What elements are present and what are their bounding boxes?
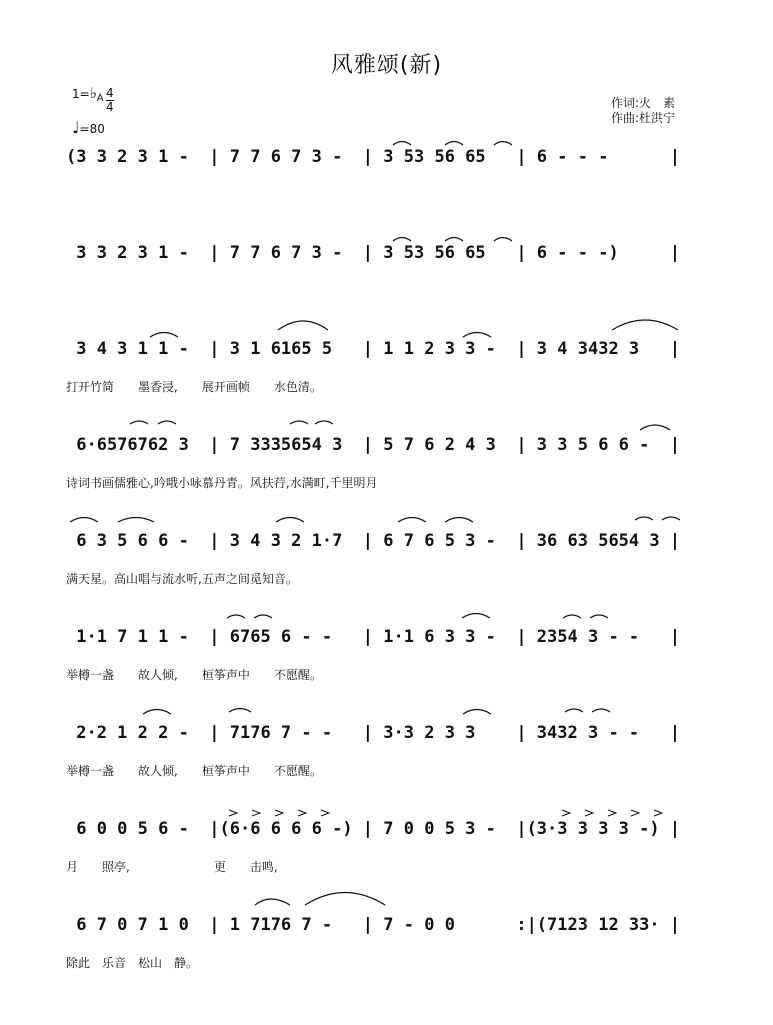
accent-mark <box>585 810 593 816</box>
slur <box>463 710 491 715</box>
slur <box>494 142 512 146</box>
slur <box>254 615 272 618</box>
slur <box>612 320 678 330</box>
accent-mark <box>298 810 306 816</box>
composer-credit: 作曲:杜洪宁 <box>611 111 676 125</box>
system-7-lyrics: 举樽一盏 故人倾, 桓筝声中 不愿醒。 <box>66 764 322 778</box>
slur <box>494 238 512 242</box>
system-2-notes: 3 3 2 3 1 - | 7 7 6 7 3 - | 3 53 56 65 | 6 - - -) | <box>66 243 681 263</box>
system-6-notes: 1·1 7 1 1 - | 6765 6 - - | 1·1 6 3 3 - | 2354 3 - - | <box>66 627 681 647</box>
tempo-value: =80 <box>79 122 105 136</box>
slur <box>445 142 463 146</box>
system-8-lyrics: 月 照亭, 更 击鸣, <box>66 860 278 874</box>
system-8-notes: 6 0 0 5 6 - |(6·6 6 6 6 -) | 7 0 0 5 3 - |(3·3 3 3 3 -) | <box>66 819 681 839</box>
slur <box>130 421 148 424</box>
slur <box>393 238 411 242</box>
song-title: 风雅颂(新) <box>330 53 443 78</box>
accent-mark <box>229 810 237 816</box>
slur <box>158 421 176 424</box>
slur <box>592 709 610 712</box>
slur <box>278 321 328 330</box>
slur <box>640 425 670 430</box>
slur <box>150 333 178 338</box>
accent-mark <box>275 810 283 816</box>
slur <box>662 517 680 520</box>
slur <box>563 615 581 618</box>
time-top: 4 <box>106 86 114 100</box>
slur <box>290 421 308 424</box>
slur <box>229 709 251 713</box>
slur <box>445 518 473 523</box>
quarter-note-icon: ♩ <box>72 118 80 137</box>
slur <box>463 333 491 338</box>
slur <box>70 518 98 523</box>
accent-mark <box>631 810 639 816</box>
slur <box>635 517 653 520</box>
slur <box>315 421 333 424</box>
slur <box>143 710 171 715</box>
accent-mark <box>562 810 570 816</box>
accent-mark <box>608 810 616 816</box>
system-5-notes: 6 3 5 6 6 - | 3 4 3 2 1·7 | 6 7 6 5 3 - | 36 63 5654 3 | <box>66 531 681 551</box>
system-3-lyrics: 打开竹简 墨香浸, 展开画帧 水色清。 <box>66 380 322 394</box>
system-9-notes: 6 7 0 7 1 0 | 1 7176 7 - | 7 - 0 0 :|(7123 12 33· | <box>66 915 681 935</box>
system-4-notes: 6·6576762 3 | 7 3335654 3 | 5 7 6 2 4 3 | 3 3 5 6 6 - | <box>66 435 681 455</box>
slur <box>462 614 490 619</box>
accent-mark <box>321 810 329 816</box>
slur <box>393 142 411 146</box>
key-letter: A <box>96 93 104 104</box>
slur <box>276 518 304 523</box>
accent-mark <box>252 810 260 816</box>
system-7-notes: 2·2 1 2 2 - | 7176 7 - - | 3·3 2 3 3 | 3432 3 - - | <box>66 723 681 743</box>
key-prefix: 1= <box>72 87 90 101</box>
slur <box>305 893 385 906</box>
lyricist-credit: 作词:火 素 <box>611 96 676 110</box>
system-4-lyrics: 诗词书画儒雅心,吟哦小咏慕丹青。风扶荇,水满町,千里明月 <box>66 476 378 490</box>
slur <box>445 238 463 242</box>
slur <box>227 615 245 618</box>
slur <box>590 615 608 618</box>
slur <box>118 518 154 523</box>
system-3-notes: 3 4 3 1 1 - | 3 1 6165 5 | 1 1 2 3 3 - | 3 4 3432 3 | <box>66 339 681 359</box>
time-bottom: 4 <box>106 100 114 114</box>
accent-mark <box>654 810 662 816</box>
system-1-notes: (3 3 2 3 1 - | 7 7 6 7 3 - | 3 53 56 65 | 6 - - - | <box>66 147 681 167</box>
system-6-lyrics: 举樽一盏 故人倾, 桓筝声中 不愿醒。 <box>66 668 322 682</box>
slur <box>565 709 583 712</box>
system-9-lyrics: 除此 乐音 松山 静。 <box>66 956 199 970</box>
slur <box>255 899 290 905</box>
slur <box>398 518 426 523</box>
flat-symbol: ♭ <box>89 84 97 102</box>
system-5-lyrics: 满天星。高山唱与流水听,五声之间觅知音。 <box>66 572 298 586</box>
